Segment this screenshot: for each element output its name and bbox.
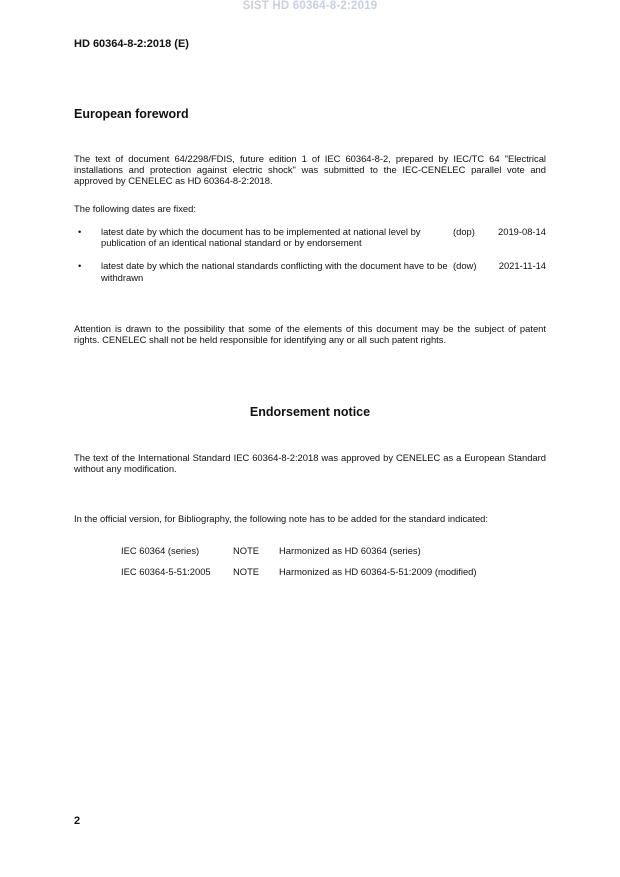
note-standard: IEC 60364-5-51:2005	[121, 565, 211, 577]
bullet-icon: •	[78, 226, 82, 237]
date-item-date: 2021-11-14	[498, 260, 546, 272]
document-id-header: HD 60364-8-2:2018 (E)	[74, 38, 189, 50]
date-item-dow	[74, 260, 546, 282]
bibliography-intro: In the official version, for Bibliography, the following note has to be added for the standard indicated:	[74, 513, 488, 524]
date-item-text: latest date by which the document has to be implemented at national level by publication of an identical national standard or by endorsement	[101, 226, 421, 249]
page-number: 2	[74, 815, 81, 827]
date-item-code: (dow)	[453, 260, 477, 272]
foreword-paragraph: The text of document 64/2298/FDIS, future edition 1 of IEC 60364-8-2, prepared by IEC/TC 64 "Electrical installations and protection against electric shock" was submitted to the IEC-CENELEC parallel vote and approved by CENELEC as HD 60364-8-2:2018.	[74, 153, 546, 187]
endorsement-paragraph: The text of the International Standard IEC 60364-8-2:2018 was approved by CENELEC as a European Standard without any modification.	[74, 452, 546, 475]
dates-intro: The following dates are fixed:	[74, 203, 196, 214]
note-text: Harmonized as HD 60364 (series)	[279, 545, 421, 556]
patent-attention: Attention is drawn to the possibility that some of the elements of this document may be the subject of patent rights. CENELEC shall not be held responsible for identifying any or all such patent rights.	[74, 323, 546, 346]
note-text: Harmonized as HD 60364-5-51:2009 (modified)	[279, 565, 477, 577]
date-item-code: (dop)	[453, 226, 475, 237]
note-row	[121, 545, 519, 556]
endorsement-title: Endorsement notice	[249, 405, 371, 419]
foreword-title: European foreword	[74, 107, 189, 121]
note-label: NOTE	[233, 545, 260, 556]
note-row	[121, 566, 519, 577]
note-label: NOTE	[233, 565, 260, 577]
bullet-icon: •	[78, 260, 82, 272]
date-item-date: 2019-08-14	[498, 226, 546, 237]
date-item-dop	[74, 226, 546, 248]
watermark: SIST HD 60364-8-2:2019	[242, 0, 378, 12]
bibliography-notes	[121, 545, 519, 577]
date-item-text: latest date by which the national standards conflicting with the document have to be withdrawn	[101, 260, 448, 283]
dates-list	[74, 226, 546, 283]
note-standard: IEC 60364 (series)	[121, 545, 200, 556]
